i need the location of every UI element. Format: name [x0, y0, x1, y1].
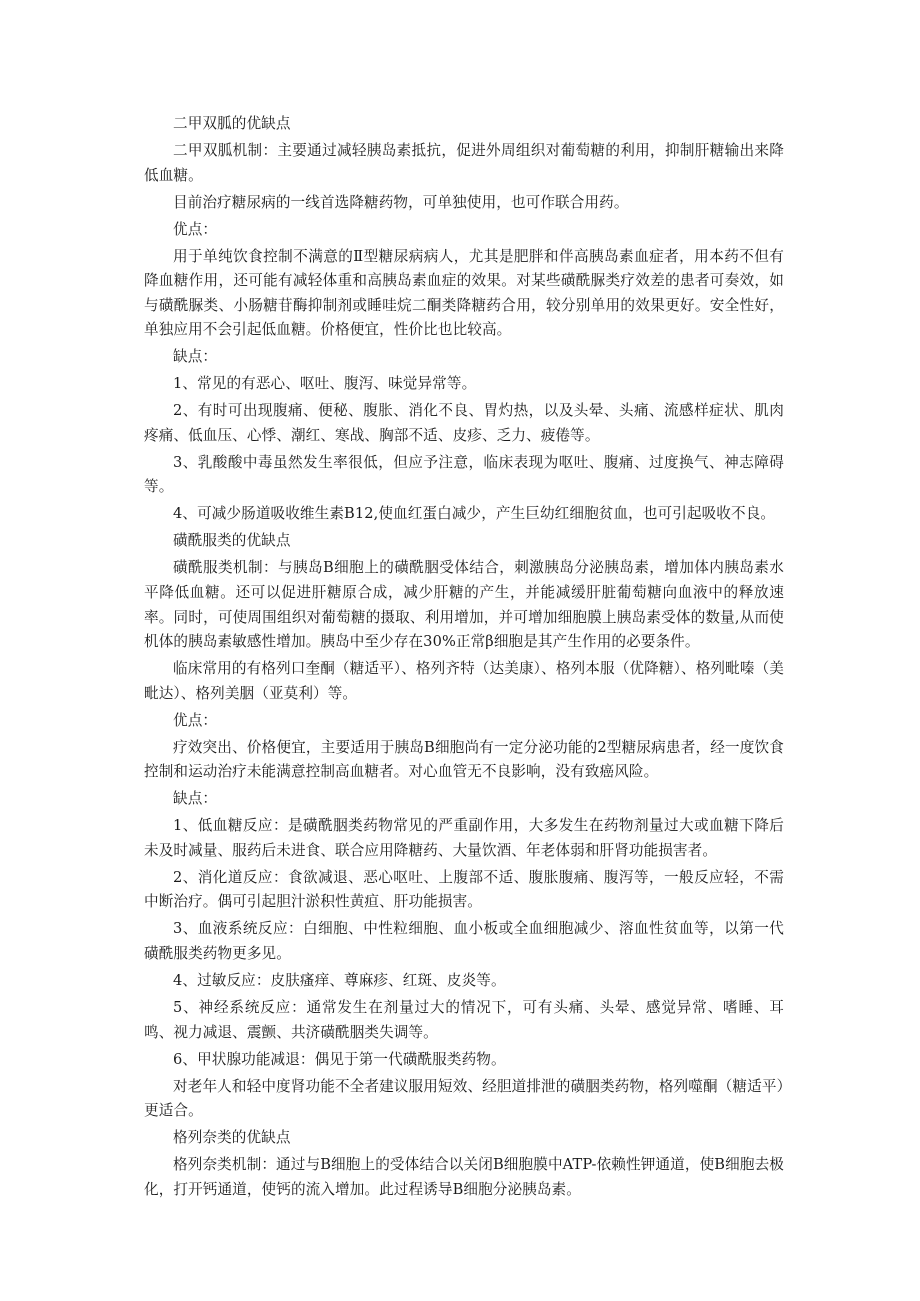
heading-sulfonylurea: 磺酰服类的优缺点 [173, 532, 291, 550]
list-item: 3、血液系统反应：白细胞、中性粒细胞、血小板或全血细胞减少、溶血性贫血等，以第一代磺酰服类药物更多见。 [144, 920, 784, 963]
list-item: 1、常见的有恶心、呕吐、腹泻、味觉异常等。 [173, 375, 477, 393]
label-advantages: 优点： [173, 220, 218, 238]
heading-metformin: 二甲双胍的优缺点 [173, 115, 291, 132]
document-body [144, 112, 784, 1205]
paragraph-metformin-first-line: 目前治疗糖尿病的一线首选降糖药物，可单独使用，也可作联合用药。 [173, 193, 629, 211]
list-item: 2、消化道反应：食欲减退、恶心呕吐、上腹部不适、腹胀腹痛、腹泻等，一般反应轻，不需中断治疗。偶可引起胆汁淤积性黄疸、肝功能损害。 [144, 868, 784, 911]
paragraph-sulfonylurea-advantages: 疗效突出、价格便宜，主要适用于胰岛B细胞尚有一定分泌功能的2型糖尿病患者，经一度饮食控制和运动治疗未能满意控制高血糖者。对心血管无不良影响，没有致癌风险。 [144, 738, 784, 781]
paragraph-sulfonylurea-drugs: 临床常用的有格列口奎酮（糖适平）、格列齐特（达美康）、格列本服（优降糖）、格列毗嗪（美毗达）、格列美胭（亚莫利）等。 [144, 660, 784, 702]
list-item: 4、过敏反应：皮肤瘙痒、尊麻疹、红斑、皮炎等。 [173, 972, 506, 990]
list-item: 5、神经系统反应：通常发生在剂量过大的情况下，可有头痛、头晕、感觉异常、嗜睡、耳鸣、视力减退、震颤、共济磺酰胭类失调等。 [144, 999, 784, 1041]
list-item: 2、有时可出现腹痛、便秘、腹胀、消化不良、胃灼热，以及头晕、头痛、流感样症状、肌肉疼痛、低血压、心悸、潮红、寒战、胸部不适、皮疹、乏力、疲倦等。 [144, 402, 784, 444]
list-item: 6、甲状腺功能减退：偶见于第一代磺酰服类药物。 [173, 1050, 506, 1068]
heading-glinide: 格列奈类的优缺点 [173, 1129, 291, 1147]
label-advantages: 优点： [173, 711, 218, 729]
list-item: 4、可减少肠道吸收维生素B12,使血红蛋白减少，产生巨幼红细胞贫血，也可引起吸收不良。 [173, 505, 776, 523]
paragraph-metformin-advantages: 用于单纯饮食控制不满意的Ⅱ型糖尿病病人，尤其是肥胖和伴高胰岛素血症者，用本药不但有降血糖作用，还可能有减轻体重和高胰岛素血症的效果。对某些磺酰脲类疗效差的患者可奏效，如与磺酰脲类、小肠糖苷酶抑制剂或睡哇烷二酮类降糖药合用，较分别单用的效果更好。安全性好，单独应用不会引起低血糖。价格便宜，性价比也比较高。 [144, 247, 784, 339]
label-disadvantages: 缺点： [173, 348, 218, 366]
paragraph-sulfonylurea-mechanism: 磺酰服类机制：与胰岛B细胞上的磺酰胭受体结合，刺激胰岛分泌胰岛素，增加体内胰岛素水平降低血糖。还可以促进肝糖原合成，减少肝糖的产生，并能减缓肝脏葡萄糖向血液中的释放速率。同时，可使周围组织对葡萄糖的摄取、利用增加，并可增加细胞膜上胰岛素受体的数量,从而使机体的胰岛素敏感性增加。胰岛中至少存在30%正常β细胞是其产生作用的必要条件。 [144, 559, 784, 651]
paragraph-elderly-recommendation: 对老年人和轻中度肾功能不全者建议服用短效、经胆道排泄的磺胭类药物，格列噬酮（糖适平）更适合。 [144, 1077, 784, 1120]
paragraph-glinide-mechanism: 格列奈类机制：通过与B细胞上的受体结合以关闭B细胞膜中ATP-依赖性钾通道，使B细胞去极化，打开钙通道，使钙的流入增加。此过程诱导B细胞分泌胰岛素。 [144, 1156, 784, 1198]
label-disadvantages: 缺点： [173, 790, 218, 808]
paragraph-metformin-mechanism: 二甲双胍机制：主要通过减轻胰岛素抵抗，促进外周组织对葡萄糖的利用，抑制肝糖输出来降低血糖。 [144, 141, 784, 184]
list-item: 3、乳酸酸中毒虽然发生率很低，但应予注意，临床表现为呕吐、腹痛、过度换气、神志障碍等。 [144, 453, 784, 496]
list-item: 1、低血糖反应：是磺酰胭类药物常见的严重副作用，大多发生在药物剂量过大或血糖下降后未及时减量、服药后未进食、联合应用降糖药、大量饮酒、年老体弱和肝肾功能损害者。 [144, 817, 784, 859]
